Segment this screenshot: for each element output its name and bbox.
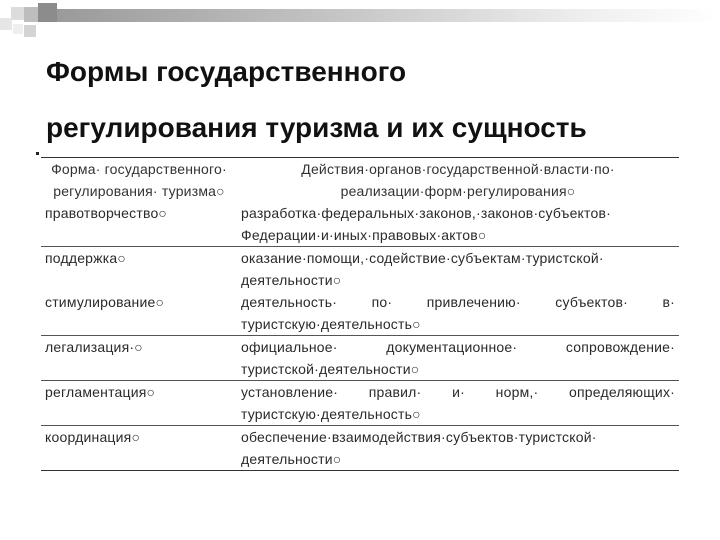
action-cell: установление· правил· и· норм,· определяющих· туристскую·деятельность○ xyxy=(237,381,679,426)
decor-square xyxy=(24,25,36,37)
action-cell: разработка·федеральных·законов,·законов·субъектов· Федерации·и·иных·правовых·актов○ xyxy=(241,205,611,243)
action-cell: обеспечение·взаимодействия·субъектов·туристской· деятельности○ xyxy=(237,426,679,471)
action-cell: деятельность· по· привлечению· субъектов· в· туристскую·деятельность○ xyxy=(237,291,679,336)
form-cell: легализация·○ xyxy=(41,336,237,381)
form-cell: координация○ xyxy=(41,426,237,471)
table-row xyxy=(41,202,679,246)
title-line-1: Формы государственного xyxy=(46,56,407,87)
form-cell: поддержка○ xyxy=(45,250,127,266)
table-row xyxy=(41,426,679,471)
decor-square xyxy=(38,3,57,22)
decor-dot xyxy=(36,152,39,155)
decor-square xyxy=(0,18,12,30)
table-header-row xyxy=(41,158,679,203)
form-cell: правотворчество○ xyxy=(45,205,168,221)
decor-gradient-bar xyxy=(57,9,720,22)
header-form: Форма· государственного· регулирования· туризма○ xyxy=(41,158,237,203)
table-row xyxy=(41,247,679,292)
form-cell: регламентация○ xyxy=(41,381,237,426)
action-cell: оказание·помощи,·содействие·субъектам·туристской· деятельности○ xyxy=(241,250,604,288)
table-row xyxy=(41,291,679,336)
header-actions: Действия·органов·государственной·власти·по· реализации·форм·регулирования○ xyxy=(237,158,679,203)
table-row xyxy=(41,381,679,426)
regulation-forms-table xyxy=(41,157,679,471)
table-row xyxy=(41,336,679,381)
decor-square xyxy=(11,7,24,20)
form-cell: стимулирование○ xyxy=(41,291,237,336)
action-cell: официальное· документационное· сопровождение· туристской·деятельности○ xyxy=(237,336,679,381)
decor-square xyxy=(13,24,23,34)
slide-title xyxy=(46,44,696,156)
title-line-2: регулирования туризма и их сущность xyxy=(46,112,587,143)
decor-square xyxy=(24,7,39,22)
